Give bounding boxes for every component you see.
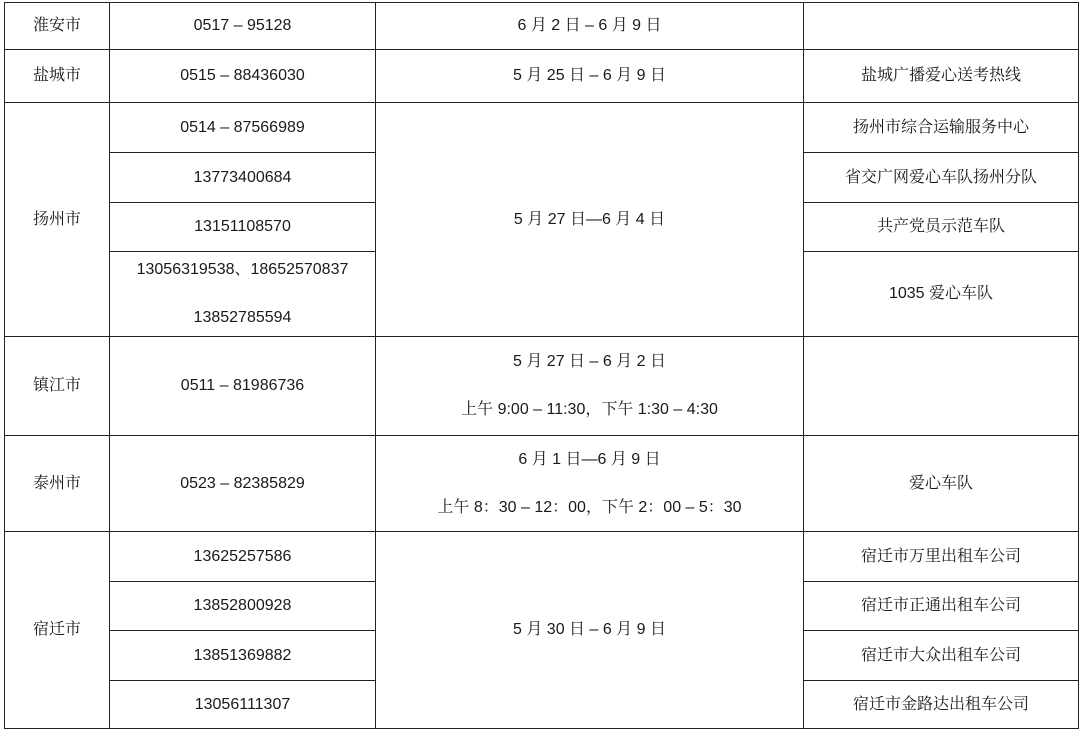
date-cell: 5 月 25 日 – 6 月 9 日 xyxy=(376,50,804,103)
org-cell xyxy=(804,337,1079,436)
org-cell: 宿迁市金路达出租车公司 xyxy=(804,681,1079,729)
phone-cell xyxy=(110,252,376,337)
org-cell: 宿迁市大众出租车公司 xyxy=(804,631,1079,681)
phone-cell: 0523 – 82385829 xyxy=(110,436,376,532)
phone-cell: 13851369882 xyxy=(110,631,376,681)
phone-line: 13852785594 xyxy=(193,309,292,326)
city-cell: 泰州市 xyxy=(5,436,110,532)
date-line: 6 月 1 日—6 月 9 日 xyxy=(518,450,661,468)
city-cell: 淮安市 xyxy=(5,3,110,50)
phone-cell: 13773400684 xyxy=(110,153,376,203)
table-row-huaian xyxy=(5,3,1079,50)
date-cell: 6 月 2 日 – 6 月 9 日 xyxy=(376,3,804,50)
date-cell: 5 月 27 日—6 月 4 日 xyxy=(376,103,804,337)
city-cell: 镇江市 xyxy=(5,337,110,436)
phone-cell: 0517 – 95128 xyxy=(110,3,376,50)
city-cell: 宿迁市 xyxy=(5,532,110,729)
hours-line: 上午 9:00 – 11:30，下午 1:30 – 4:30 xyxy=(461,401,718,418)
phone-cell: 0515 – 88436030 xyxy=(110,50,376,103)
table-row-taizhou xyxy=(5,436,1079,532)
contact-table xyxy=(4,2,1079,729)
phone-cell: 0511 – 81986736 xyxy=(110,337,376,436)
table-row-zhenjiang xyxy=(5,337,1079,436)
date-cell xyxy=(376,436,804,532)
table-row-yancheng xyxy=(5,50,1079,103)
org-cell: 扬州市综合运输服务中心 xyxy=(804,103,1079,153)
phone-cell: 13056111307 xyxy=(110,681,376,729)
date-line: 5 月 27 日 – 6 月 2 日 xyxy=(513,353,666,370)
hours-line: 上午 8：30 – 12：00，下午 2：00 – 5：30 xyxy=(437,498,742,516)
table-row-yangzhou xyxy=(5,103,1079,153)
date-cell: 5 月 30 日 – 6 月 9 日 xyxy=(376,532,804,729)
org-cell: 盐城广播爱心送考热线 xyxy=(804,50,1079,103)
table-row-suqian xyxy=(5,532,1079,582)
date-cell xyxy=(376,337,804,436)
phone-line: 13056319538、18652570837 xyxy=(136,261,349,278)
org-cell: 省交广网爱心车队扬州分队 xyxy=(804,153,1079,203)
city-cell: 盐城市 xyxy=(5,50,110,103)
org-cell: 宿迁市正通出租车公司 xyxy=(804,582,1079,631)
org-cell: 爱心车队 xyxy=(804,436,1079,532)
org-cell: 1035 爱心车队 xyxy=(804,252,1079,337)
phone-cell: 13852800928 xyxy=(110,582,376,631)
phone-cell: 0514 – 87566989 xyxy=(110,103,376,153)
org-cell xyxy=(804,3,1079,50)
phone-cell: 13625257586 xyxy=(110,532,376,582)
phone-cell: 13151108570 xyxy=(110,203,376,252)
org-cell: 宿迁市万里出租车公司 xyxy=(804,532,1079,582)
city-cell: 扬州市 xyxy=(5,103,110,337)
org-cell: 共产党员示范车队 xyxy=(804,203,1079,252)
